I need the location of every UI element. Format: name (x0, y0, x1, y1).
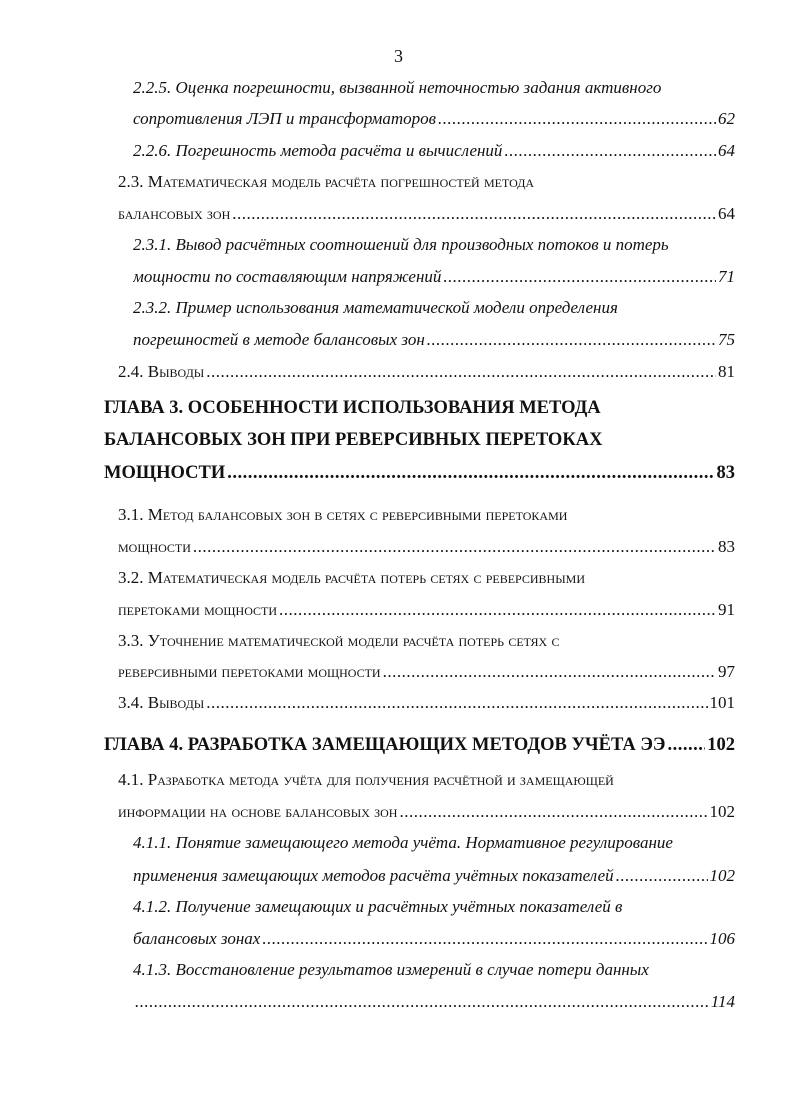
toc-entry-text: 4.1. Разработка метода учёта для получения расчётной и замещающей (118, 770, 614, 789)
toc-entry-line[interactable] (133, 865, 735, 887)
toc-entry-text: 4.1.2. Получение замещающих и расчётных учётных показателей в (133, 897, 623, 916)
dot-leader (232, 203, 716, 225)
toc-entry-line[interactable] (118, 203, 735, 225)
toc-entry-line[interactable] (133, 832, 735, 854)
page-number: 3 (394, 46, 403, 66)
toc-entry-line[interactable] (118, 599, 735, 621)
toc-entry-text: информации на основе балансовых зон (118, 802, 398, 821)
dot-leader (616, 865, 708, 887)
toc-entry-line[interactable] (118, 171, 735, 193)
toc-page-number: 101 (709, 693, 735, 712)
toc-entry-text: 2.2.6. Погрешность метода расчёта и вычислений (133, 141, 503, 160)
toc-entry-line[interactable] (133, 108, 735, 130)
toc-page-number: 102 (709, 866, 735, 885)
toc-entry-line[interactable] (133, 991, 735, 1013)
toc-entry-line[interactable] (133, 297, 735, 319)
toc-entry-text: 3.3. Уточнение математической модели расчёта потерь сетях с (118, 631, 560, 650)
toc-entry-line[interactable] (133, 234, 735, 256)
toc-entry-text: 4.1.1. Понятие замещающего метода учёта. Нормативное регулирование (133, 833, 673, 852)
toc-entry-text: 3.4. Выводы (118, 693, 205, 712)
toc-entry-line[interactable] (133, 140, 735, 162)
toc-entry-text: МОЩНОСТИ (104, 463, 226, 483)
toc-entry-line[interactable] (133, 928, 735, 950)
toc-entry-text: ГЛАВА 4. РАЗРАБОТКА ЗАМЕЩАЮЩИХ МЕТОДОВ УЧЁТА ЭЭ (104, 735, 666, 755)
toc-entry-line[interactable] (118, 661, 735, 683)
dot-leader (206, 692, 707, 714)
toc-entry-line[interactable] (118, 692, 735, 714)
dot-leader (667, 734, 705, 756)
toc-page-number: 75 (718, 330, 735, 349)
dot-leader (427, 329, 716, 351)
toc-entry-line[interactable] (104, 734, 735, 756)
toc-page-number: 64 (718, 141, 735, 160)
toc-page-number: 102 (707, 735, 735, 755)
toc-page-number: 83 (716, 463, 735, 483)
toc-entry-text: 2.3.1. Вывод расчётных соотношений для производных потоков и потерь (133, 235, 669, 254)
toc-entry-line[interactable] (118, 630, 735, 652)
toc-entry-text: 2.3.2. Пример использования математической модели определения (133, 298, 618, 317)
toc-entry-line[interactable] (118, 769, 735, 791)
dot-leader (383, 661, 716, 683)
toc-entry-text: погрешностей в методе балансовых зон (133, 330, 425, 349)
toc-entry-text: реверсивными перетоками мощности (118, 662, 381, 681)
toc-entry-line[interactable] (133, 266, 735, 288)
toc-page-number: 106 (709, 929, 735, 948)
toc-entry-line[interactable] (118, 361, 735, 383)
dot-leader (443, 266, 716, 288)
toc-entry-line[interactable] (133, 959, 735, 981)
toc-page-number: 91 (718, 600, 735, 619)
toc-entry-line[interactable] (118, 567, 735, 589)
dot-leader (504, 140, 716, 162)
dot-leader (399, 801, 707, 823)
toc-entry-text: применения замещающих методов расчёта учётных показателей (133, 866, 614, 885)
toc-page-number: 81 (718, 362, 735, 381)
toc-entry-text: 2.3. Математическая модель расчёта погрешностей метода (118, 172, 535, 191)
toc-entry-text: мощности (118, 537, 191, 556)
toc-entry-text: сопротивления ЛЭП и трансформаторов (133, 109, 437, 128)
toc-entry-line[interactable] (104, 397, 735, 419)
toc-page-number: 114 (710, 992, 735, 1011)
toc-entry-line[interactable] (118, 536, 735, 558)
toc-entry-line[interactable] (133, 896, 735, 918)
toc-entry-text: 2.4. Выводы (118, 362, 205, 381)
toc-entry-line[interactable] (133, 77, 735, 99)
toc-entry-text: мощности по составляющим напряжений (133, 267, 442, 286)
dot-leader (206, 361, 716, 383)
toc-entry-line[interactable] (118, 801, 735, 823)
toc-entry-text: 4.1.3. Восстановление результатов измерений в случае потери данных (133, 960, 649, 979)
toc-page-number: 83 (718, 537, 735, 556)
toc-entry-text: 2.2.5. Оценка погрешности, вызванной неточностью задания активного (133, 78, 662, 97)
toc-page-number: 62 (718, 109, 735, 128)
dot-leader (193, 536, 716, 558)
toc-entry-text: ГЛАВА 3. ОСОБЕННОСТИ ИСПОЛЬЗОВАНИЯ МЕТОДА (104, 398, 601, 418)
toc-entry-line[interactable] (133, 329, 735, 351)
dot-leader (279, 599, 716, 621)
toc-entry-text: балансовых зон (118, 204, 231, 223)
toc-page-number: 97 (718, 662, 735, 681)
toc-entry-text: перетоками мощности (118, 600, 278, 619)
toc-entry-line[interactable] (118, 504, 735, 526)
toc-page-number: 71 (718, 267, 735, 286)
dot-leader (438, 108, 716, 130)
toc-entry-line[interactable] (104, 429, 735, 451)
toc-page-number: 102 (709, 802, 735, 821)
dot-leader (227, 462, 714, 484)
toc-page-number: 64 (718, 204, 735, 223)
toc-entry-text: балансовых зонах (133, 929, 261, 948)
toc-entry-text: БАЛАНСОВЫХ ЗОН ПРИ РЕВЕРСИВНЫХ ПЕРЕТОКАХ (104, 430, 603, 450)
dot-leader (262, 928, 707, 950)
dot-leader (135, 991, 709, 1013)
toc-entry-text: 3.1. Метод балансовых зон в сетях с реверсивными перетоками (118, 505, 568, 524)
toc-entry-text: 3.2. Математическая модель расчёта потерь сетях с реверсивными (118, 568, 586, 587)
toc-entry-line[interactable] (104, 462, 735, 484)
